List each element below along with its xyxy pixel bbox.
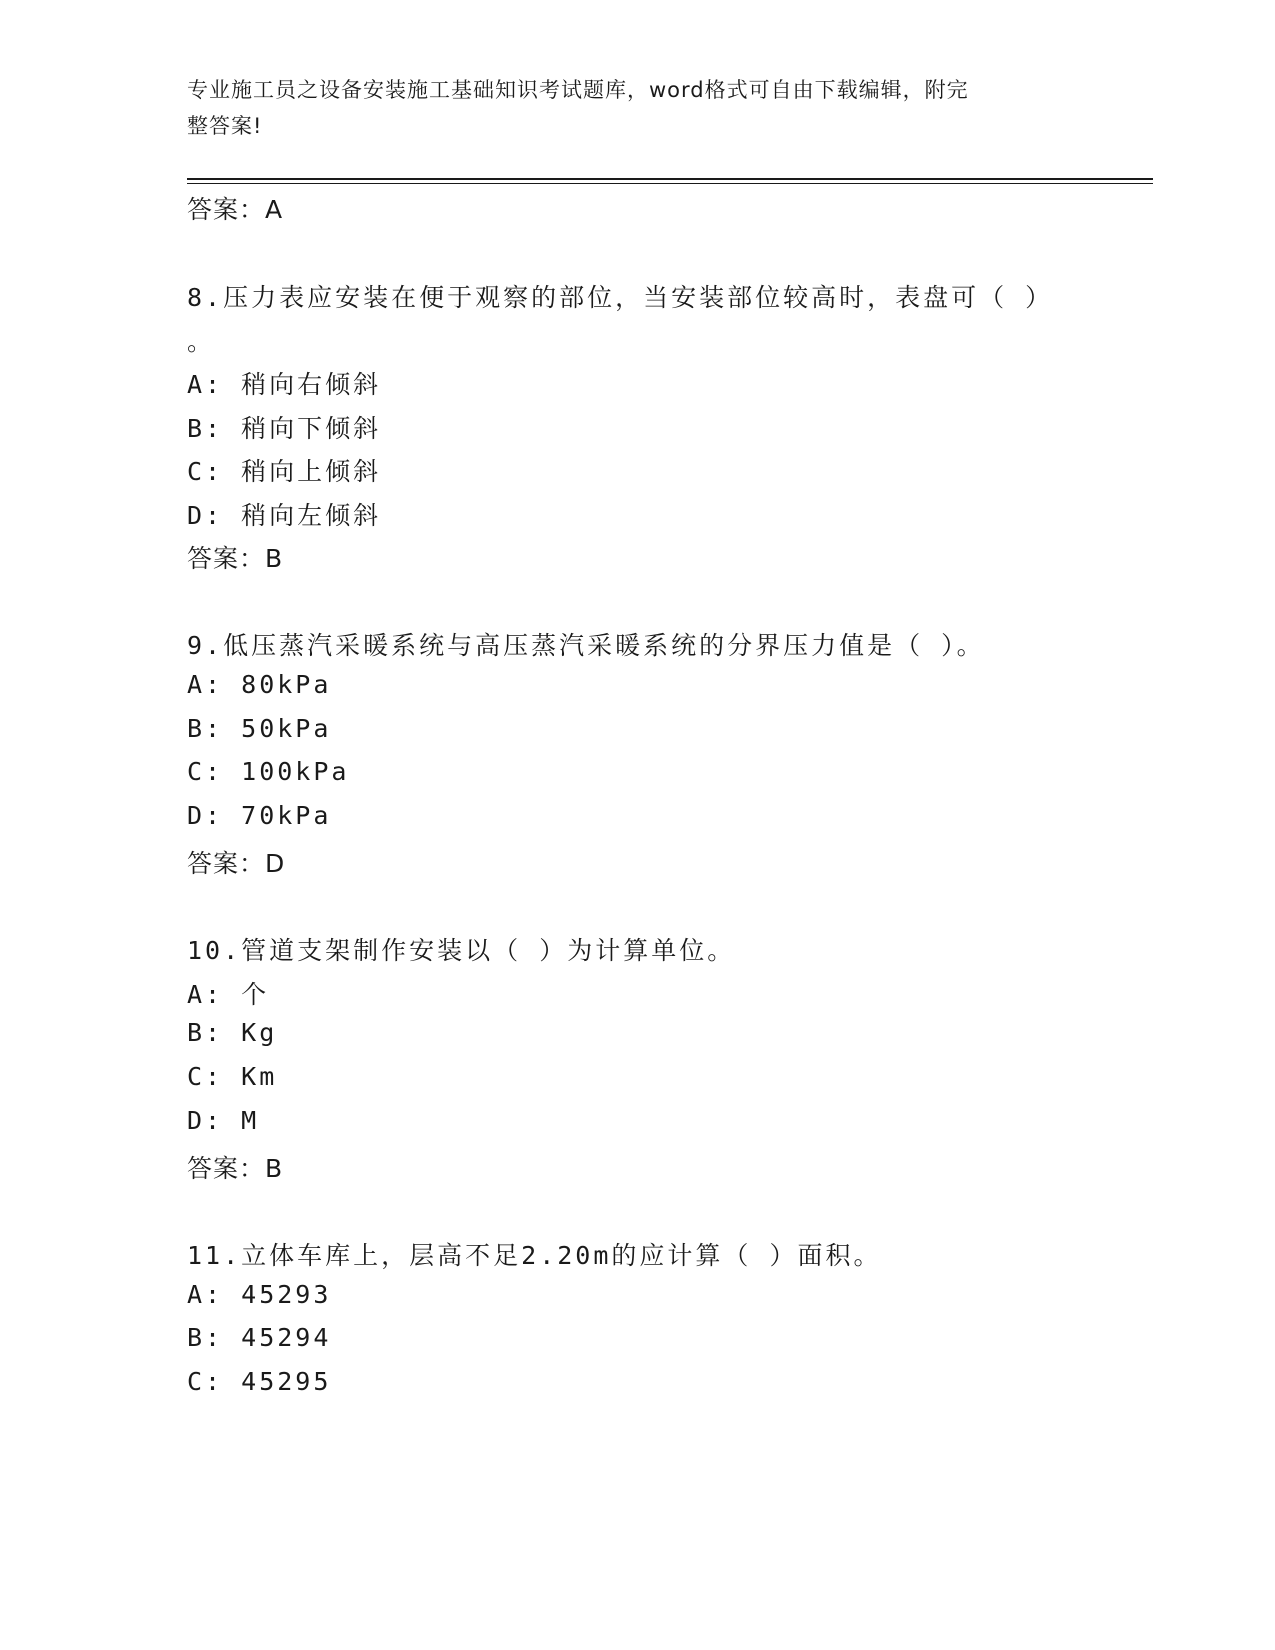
question-9-answer: 答案：D xyxy=(187,849,286,878)
question-10-option-d: D: M xyxy=(187,1106,260,1135)
question-8-option-d: D: 稍向左倾斜 xyxy=(187,501,382,530)
question-10-answer: 答案：B xyxy=(187,1154,284,1183)
question-10-option-a: A: 个 xyxy=(187,980,270,1009)
question-8-stem: 8.压力表应安装在便于观察的部位，当安装部位较高时，表盘可（ ） xyxy=(187,283,1054,312)
question-9-option-d: D: 70kPa xyxy=(187,801,332,830)
header-line-1: 专业施工员之设备安装施工基础知识考试题库，word格式可自由下载编辑，附完 xyxy=(187,78,969,102)
header-divider-thin xyxy=(187,183,1153,184)
question-10-stem: 10.管道支架制作安装以（ ）为计算单位。 xyxy=(187,936,736,965)
question-8-answer: 答案：B xyxy=(187,544,284,573)
question-11-option-b: B: 45294 xyxy=(187,1323,332,1352)
previous-answer: 答案：A xyxy=(187,195,284,224)
question-11-stem: 11.立体车库上，层高不足2.20m的应计算（ ）面积。 xyxy=(187,1241,882,1270)
question-8-option-c: C: 稍向上倾斜 xyxy=(187,457,382,486)
question-10-option-b: B: Kg xyxy=(187,1018,278,1047)
question-9-option-c: C: 100kPa xyxy=(187,757,350,786)
header-line-2: 整答案! xyxy=(187,114,263,138)
question-8-option-a: A: 稍向右倾斜 xyxy=(187,370,382,399)
question-9-stem: 9.低压蒸汽采暖系统与高压蒸汽采暖系统的分界压力值是（ ）。 xyxy=(187,631,985,660)
question-8-stem-continued: 。 xyxy=(187,327,216,356)
question-8-option-b: B: 稍向下倾斜 xyxy=(187,414,382,443)
question-10-option-c: C: Km xyxy=(187,1062,278,1091)
document-header xyxy=(187,72,1067,144)
question-9-option-b: B: 50kPa xyxy=(187,714,332,743)
header-divider-thick xyxy=(187,178,1153,180)
question-11-option-a: A: 45293 xyxy=(187,1280,332,1309)
question-11-option-c: C: 45295 xyxy=(187,1367,332,1396)
question-9-option-a: A: 80kPa xyxy=(187,670,332,699)
